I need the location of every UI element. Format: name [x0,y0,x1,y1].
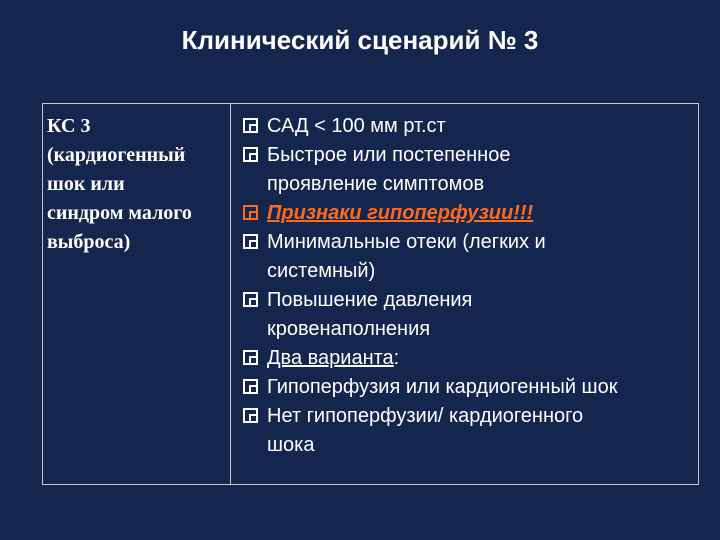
list-item [241,373,696,402]
checkbox-bullet-icon [243,350,258,365]
scenario-label-cell [47,112,229,257]
checkbox-bullet-icon [243,379,258,394]
checkbox-bullet-icon [243,234,258,249]
list-item-text: Минимальные отеки (легких и [267,231,546,253]
page-title: Клинический сценарий № 3 [181,25,539,55]
scenario-label-line: шок или [47,173,125,195]
list-item-continuation: шока [267,434,315,456]
list-item [241,344,696,373]
two-variants-label: Два варианта [267,347,394,369]
two-variants-colon: : [393,347,400,369]
list-item-text: САД < 100 мм рт.ст [267,115,446,137]
list-item [241,402,696,431]
list-item-continuation: кровенаполнения [267,318,431,340]
list-item-text: Быстрое или постепенное [267,144,511,166]
checkbox-bullet-icon [243,118,258,133]
checkbox-bullet-icon [243,147,258,162]
list-item [241,199,696,228]
list-item-continuation: системный) [267,260,376,282]
list-item [241,286,696,315]
checkbox-bullet-icon [243,292,258,307]
scenario-table [42,103,699,485]
list-item [241,228,696,257]
list-item-text: Гипоперфузия или кардиогенный шок [267,376,618,398]
list-item [241,112,696,141]
criteria-list [241,112,696,460]
hypoperfusion-alert-text: Признаки гипоперфузии!!! [267,202,534,224]
list-item [241,141,696,170]
list-item-text: Нет гипоперфузии/ кардиогенного [267,405,584,427]
checkbox-bullet-icon [243,408,258,423]
list-item-text: Повышение давления [267,289,473,311]
column-divider [230,104,231,484]
scenario-label-line: выброса) [47,231,131,253]
scenario-label-line: синдром малого [47,202,192,224]
scenario-label-line: (кардиогенный [47,144,186,166]
list-item-continuation: проявление симптомов [267,173,485,195]
scenario-label-line: КС 3 [47,115,91,137]
checkbox-bullet-icon [243,205,258,220]
